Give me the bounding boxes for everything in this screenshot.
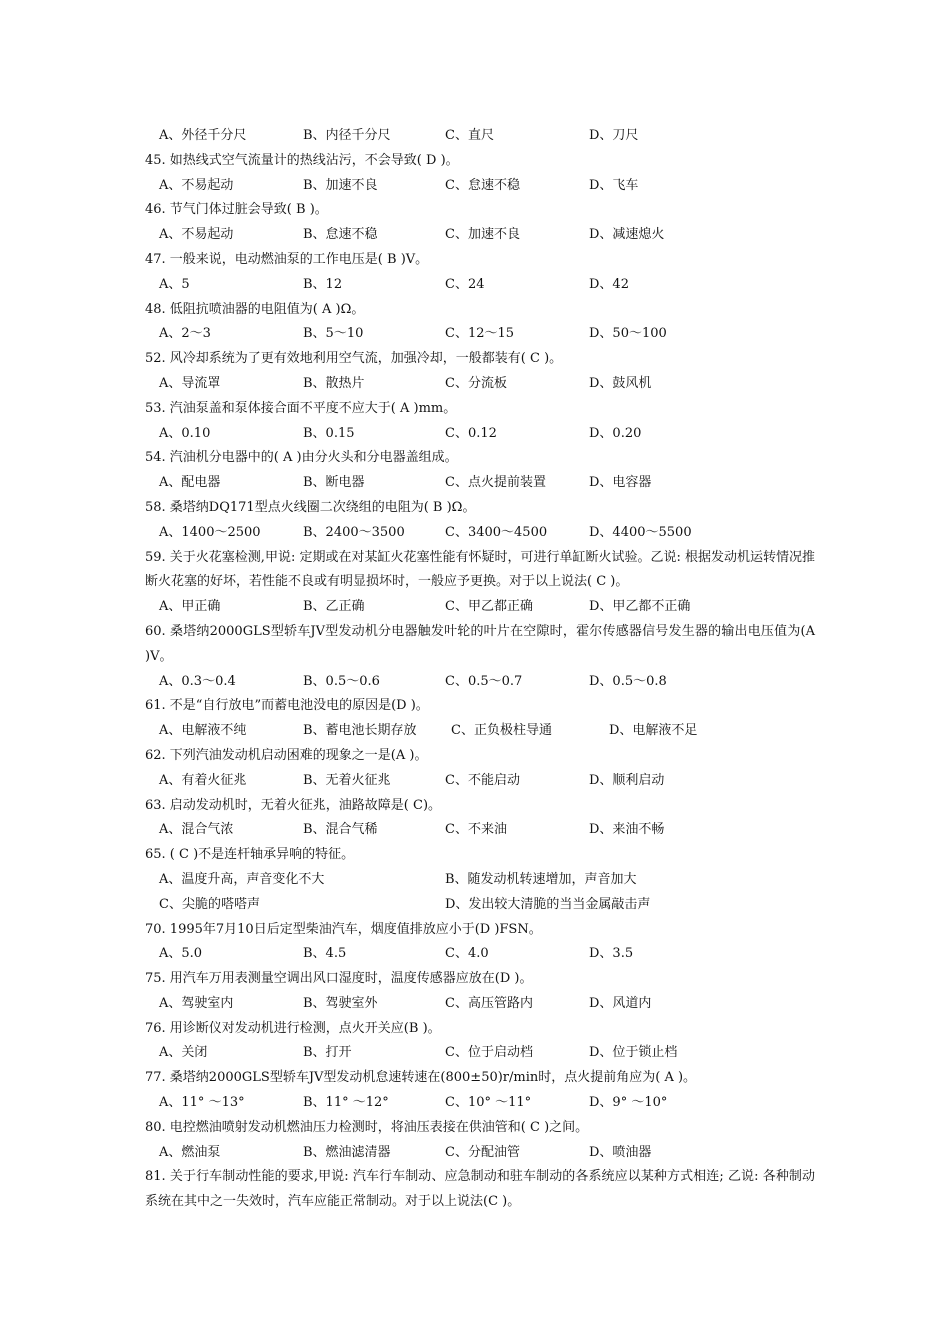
option-c: C、高压管路内: [445, 995, 533, 1011]
options-row: [145, 769, 815, 794]
question-text: 80. 电控燃油喷射发动机燃油压力检测时，将油压表接在供油管和( C )之间。: [145, 1119, 589, 1135]
options-row: [145, 893, 815, 918]
option-a: A、2～3: [159, 326, 211, 342]
option-b: B、断电器: [303, 475, 365, 491]
option-d: D、0.20: [589, 425, 642, 441]
options-row: [145, 322, 815, 347]
question-text: 63. 启动发动机时，无着火征兆，油路故障是( C)。: [145, 797, 442, 813]
option-c: C、直尺: [445, 128, 494, 143]
option-b: B、乙正确: [303, 599, 365, 615]
option-b: B、5～10: [303, 326, 364, 342]
option-b: B、打开: [303, 1045, 352, 1061]
option-d: D、发出较大清脆的当当金属敲击声: [445, 896, 651, 912]
question-text: 58. 桑塔纳DQ171型点火线圈二次绕组的电阻为( B )Ω。: [145, 499, 476, 515]
question-text: 75. 用汽车万用表测量空调出风口湿度时，温度传感器应放在(D )。: [145, 971, 533, 987]
option-a: A、配电器: [159, 475, 221, 491]
option-a: A、燃油泵: [159, 1144, 221, 1160]
option-d: D、喷油器: [589, 1144, 652, 1160]
option-c: C、分配油管: [445, 1144, 520, 1160]
option-c: C、加速不良: [445, 227, 520, 243]
options-row: [145, 174, 815, 199]
options-row: [145, 992, 815, 1017]
option-b: B、无着火征兆: [303, 772, 391, 788]
option-b: B、随发动机转速增加，声音加大: [445, 871, 637, 887]
option-d: D、0.5～0.8: [589, 673, 667, 689]
option-b: B、怠速不稳: [303, 227, 378, 243]
option-d: D、顺利启动: [589, 772, 665, 788]
options-row: [145, 818, 815, 843]
option-c: C、不来油: [445, 822, 507, 838]
option-a: A、温度升高，声音变化不大: [159, 871, 325, 887]
options-row: [145, 124, 815, 149]
question-text: 59. 关于火花塞检测,甲说: 定期或在对某缸火花塞性能有怀疑时，可进行单缸断火试验。乙说: 根据发动机运转情况推断火花塞的好坏，若性能不良或有明显损坏时，一般应予更换。对于以上说法( C )。: [145, 549, 815, 590]
options-row: [145, 273, 815, 298]
option-d: D、飞车: [589, 177, 639, 193]
options-row: [145, 372, 815, 397]
option-d: D、位于锁止档: [589, 1045, 678, 1061]
option-d: D、4400～5500: [589, 524, 692, 540]
option-d: D、50～100: [589, 326, 667, 342]
option-c: C、分流板: [445, 375, 507, 391]
option-b: B、11° ～12°: [303, 1095, 389, 1111]
question-text: 47. 一般来说，电动燃油泵的工作电压是( B )V。: [145, 251, 429, 267]
option-c: C、0.5～0.7: [445, 673, 523, 689]
option-b: B、2400～3500: [303, 524, 405, 540]
options-row: [145, 422, 815, 447]
option-c: C、甲乙都正确: [445, 599, 533, 615]
option-c: C、12～15: [445, 326, 515, 342]
options-row: [145, 1091, 815, 1116]
option-b: B、4.5: [303, 946, 347, 962]
option-b: B、加速不良: [303, 177, 378, 193]
option-a: A、不易起动: [159, 227, 234, 243]
question-text: 62. 下列汽油发动机启动困难的现象之一是(A )。: [145, 747, 428, 763]
question-text: 65. ( C )不是连杆轴承异响的特征。: [145, 847, 355, 863]
option-d: D、来油不畅: [589, 822, 665, 838]
option-c: C、24: [445, 276, 485, 292]
option-d: D、甲乙都不正确: [589, 599, 691, 615]
option-c: C、3400～4500: [445, 524, 548, 540]
option-b: B、蓄电池长期存放: [303, 723, 417, 739]
options-row: [145, 471, 815, 496]
option-a: A、电解液不纯: [159, 723, 247, 739]
options-row: [145, 1141, 815, 1166]
options-row: [145, 719, 815, 744]
option-a: A、关闭: [159, 1045, 208, 1061]
option-c: C、位于启动档: [445, 1045, 533, 1061]
option-a: A、不易起动: [159, 177, 234, 193]
question-text: 76. 用诊断仪对发动机进行检测，点火开关应(B )。: [145, 1020, 441, 1036]
option-c: C、点火提前装置: [445, 475, 546, 491]
option-a: A、1400～2500: [159, 524, 261, 540]
option-a: A、0.10: [159, 425, 211, 441]
option-b: B、0.5～0.6: [303, 673, 380, 689]
question-text: 52. 风冷却系统为了更有效地利用空气流，加强冷却，一般都装有( C )。: [145, 351, 563, 367]
option-c: C、怠速不稳: [445, 177, 520, 193]
options-row: [145, 942, 815, 967]
option-a: A、5.0: [159, 946, 203, 962]
option-a: A、甲正确: [159, 599, 221, 615]
option-a: A、有着火征兆: [159, 772, 247, 788]
options-row: [145, 223, 815, 248]
option-d: D、电解液不足: [609, 723, 698, 739]
option-c: C、4.0: [445, 946, 489, 962]
option-b: B、散热片: [303, 375, 365, 391]
option-d: D、减速熄火: [589, 227, 665, 243]
option-a: A、导流罩: [159, 375, 221, 391]
option-d: D、电容器: [589, 475, 652, 491]
option-a: A、驾驶室内: [159, 995, 234, 1011]
question-text: 61. 不是“自行放电”而蓄电池没电的原因是(D )。: [145, 698, 429, 714]
option-a: A、11° ～13°: [159, 1095, 245, 1111]
option-d: D、3.5: [589, 946, 634, 962]
options-row: [145, 1041, 815, 1066]
question-text: 48. 低阻抗喷油器的电阻值为( A )Ω。: [145, 301, 365, 317]
question-list: [145, 124, 815, 1215]
options-row: [145, 521, 815, 546]
option-c: C、不能启动: [445, 772, 520, 788]
question-text: 77. 桑塔纳2000GLS型轿车JV型发动机怠速转速在(800±50)r/min时，点火提前角应为( A )。: [145, 1070, 697, 1086]
question-text: 70. 1995年7月10日后定型柴油汽车，烟度值排放应小于(D )FSN。: [145, 921, 542, 937]
option-b: B、驾驶室外: [303, 995, 378, 1011]
option-c: C、尖脆的嗒嗒声: [159, 896, 260, 912]
question-text: 45. 如热线式空气流量计的热线沾污，不会导致( D )。: [145, 152, 459, 168]
option-a: A、0.3～0.4: [159, 673, 236, 689]
option-c: C、正负极柱导通: [451, 723, 552, 739]
option-b: B、混合气稀: [303, 822, 378, 838]
option-a: A、混合气浓: [159, 822, 234, 838]
option-a: A、外径千分尺: [159, 128, 247, 143]
question-text: 81. 关于行车制动性能的要求,甲说: 汽车行车制动、应急制动和驻车制动的各系统应以某种方式相连; 乙说: 各种制动系统在其中之一失效时，汽车应能正常制动。对于以上说法(C )。: [145, 1169, 815, 1210]
option-d: D、风道内: [589, 995, 652, 1011]
option-c: C、10° ～11°: [445, 1095, 532, 1111]
question-text: 60. 桑塔纳2000GLS型轿车JV型发动机分电器触发叶轮的叶片在空隙时，霍尔传感器信号发生器的输出电压值为(A )V。: [145, 623, 815, 664]
option-b: B、内径千分尺: [303, 128, 391, 143]
option-b: B、燃油滤清器: [303, 1144, 391, 1160]
option-b: B、12: [303, 276, 343, 292]
options-row: [145, 670, 815, 695]
option-d: D、鼓风机: [589, 375, 652, 391]
question-text: 53. 汽油泵盖和泵体接合面不平度不应大于( A )mm。: [145, 400, 457, 416]
options-row: [145, 868, 815, 893]
question-text: 46. 节气门体过脏会导致( B )。: [145, 202, 328, 218]
option-d: D、42: [589, 276, 629, 292]
option-a: A、5: [159, 276, 190, 292]
option-b: B、0.15: [303, 425, 355, 441]
options-row: [145, 595, 815, 620]
option-d: D、9° ～10°: [589, 1095, 668, 1111]
question-text: 54. 汽油机分电器中的( A )由分火头和分电器盖组成。: [145, 450, 458, 466]
option-c: C、0.12: [445, 425, 497, 441]
option-d: D、刀尺: [589, 128, 639, 143]
